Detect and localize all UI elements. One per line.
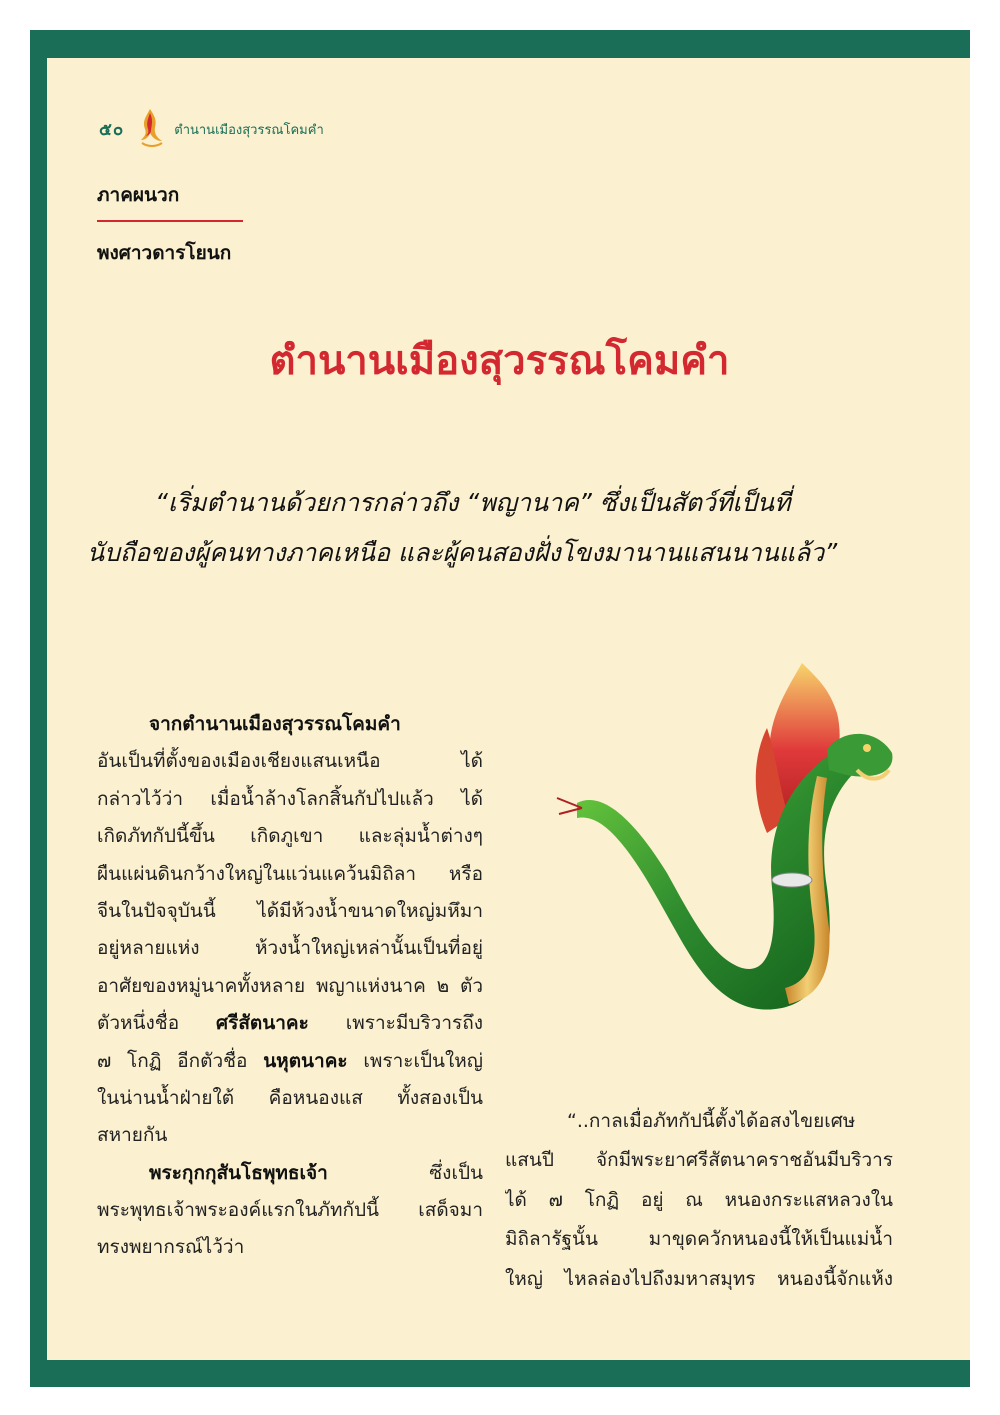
paragraph-line: “..กาลเมื่อภัทกัปนี้ตั้งได้อสงไขยเศษ xyxy=(567,1110,856,1132)
naga-emblem-icon xyxy=(136,107,166,151)
paragraph-line: จากตำนานเมืองสุวรรณโคมคำ xyxy=(149,713,401,735)
paragraph-line: สหายกัน xyxy=(97,1124,168,1147)
text-run: เพราะมีบริวารถึง xyxy=(308,1012,483,1035)
naga-serpent-illustration xyxy=(527,658,897,1058)
paragraph-line xyxy=(97,1005,483,1042)
paragraph-line: กล่าวไว้ว่า เมื่อน้ำล้างโลกสิ้นกัปไปแล้ว ได้ xyxy=(97,787,483,810)
section-label: ภาคผนวก xyxy=(97,184,180,206)
section-divider xyxy=(97,220,243,222)
body-text-left-column xyxy=(97,706,483,1267)
quote-line: นับถือของผู้คนทางภาคเหนือ และผู้คนสองฝั่งโขงมานานแสนนานแล้ว” xyxy=(87,538,838,567)
paragraph-line: ในน่านน้ำฝ่ายใต้ คือหนองแส ทั้งสองเป็น xyxy=(97,1086,483,1109)
text-run: ซึ่งเป็น xyxy=(327,1161,483,1184)
paragraph-line: อยู่หลายแห่ง ห้วงน้ำใหญ่เหล่านั้นเป็นที่อยู่ xyxy=(97,937,483,960)
paragraph-line xyxy=(97,1043,483,1080)
running-header xyxy=(99,108,324,150)
paragraph-line: พระพุทธเจ้าพระองค์แรกในภัทกัปนี้ เสด็จมา xyxy=(97,1199,483,1222)
paragraph-line: มิถิลารัฐนั้น มาขุดควักหนองนี้ให้เป็นแม่น้ำ xyxy=(505,1228,893,1251)
text-run: เพราะเป็นใหญ่ xyxy=(347,1049,483,1072)
subsection-label: พงศาวดารโยนก xyxy=(97,242,232,264)
paragraph-line xyxy=(97,1155,483,1192)
page-title: ตำนานเมืองสุวรรณโคมคำ xyxy=(269,338,730,384)
paragraph-line: อาศัยของหมู่นาคทั้งหลาย พญาแห่งนาค ๒ ตัว xyxy=(97,974,483,997)
naga-name-nahutanaka: นหุตนาคะ xyxy=(263,1049,348,1072)
page xyxy=(47,58,970,1360)
quote-line: “เริ่มตำนานด้วยการกล่าวถึง “พญานาค” ซึ่งเป็นสัตว์ที่เป็นที่ xyxy=(155,488,791,517)
text-run: ตัวหนึ่งชื่อ xyxy=(97,1012,217,1035)
paragraph-line: จีนในปัจจุบันนี้ ได้มีห้วงน้ำขนาดใหญ่มหึมา xyxy=(97,899,483,922)
paragraph-line: ได้ ๗ โกฏิ อยู่ ณ หนองกระแสหลวงใน xyxy=(505,1188,893,1211)
paragraph-line: ทรงพยากรณ์ไว้ว่า xyxy=(97,1236,245,1259)
paragraph-line: แสนปี จักมีพระยาศรีสัตนาคราชอันมีบริวาร xyxy=(505,1149,893,1172)
paragraph-line: ใหญ่ ไหลล่องไปถึงมหาสมุทร หนองนี้จักแห้ง xyxy=(505,1267,893,1290)
body-text-right-column xyxy=(505,1102,893,1299)
text-run: ๗ โกฏิ อีกตัวชื่อ xyxy=(97,1049,264,1072)
naga-name-srisatanaka: ศรีสัตนาคะ xyxy=(216,1012,309,1035)
paragraph-line: อันเป็นที่ตั้งของเมืองเชียงแสนเหนือ ได้ xyxy=(97,750,483,773)
page-number: ๕๐ xyxy=(99,119,125,140)
epigraph-quote xyxy=(87,478,895,578)
buddha-name: พระกุกกุสันโธพุทธเจ้า xyxy=(149,1161,328,1184)
paragraph-line: เกิดภัทกัปนี้ขึ้น เกิดภูเขา และลุ่มน้ำต่างๆ xyxy=(97,825,483,848)
paragraph-line: ผืนแผ่นดินกว้างใหญ่ในแว่นแคว้นมิถิลา หรือ xyxy=(97,862,483,885)
running-title: ตำนานเมืองสุวรรณโคมคำ xyxy=(174,122,324,138)
